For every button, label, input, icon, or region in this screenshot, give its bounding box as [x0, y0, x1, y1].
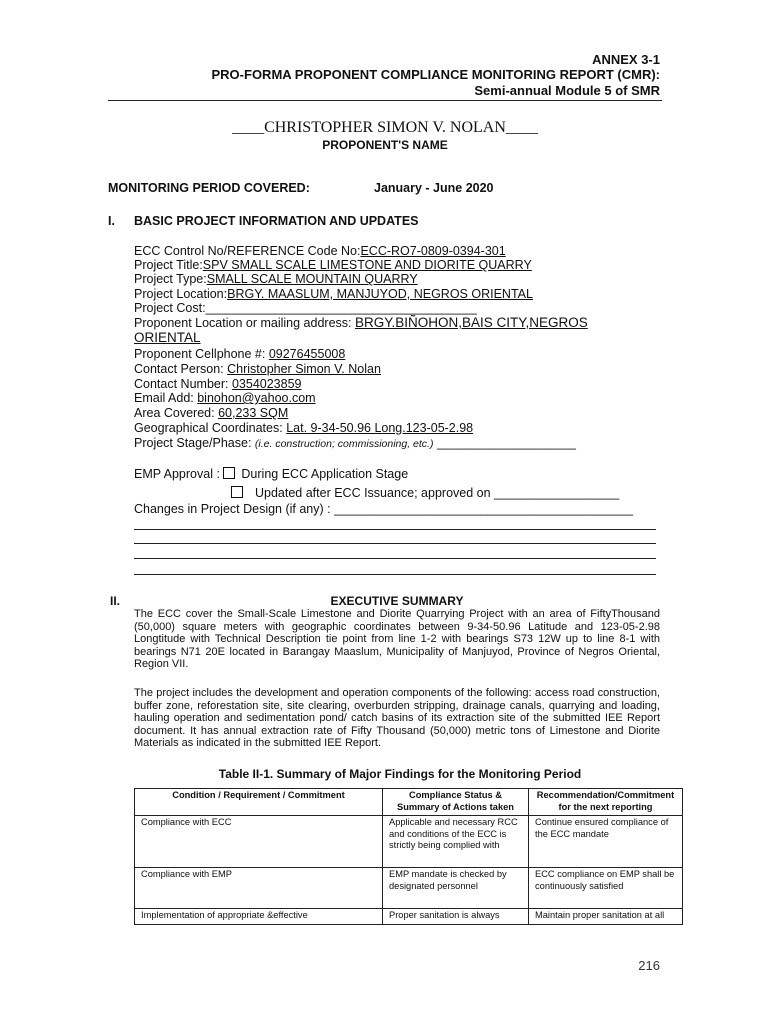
proponent-name-label: PROPONENT'S NAME	[322, 138, 448, 152]
email-value: binohon@yahoo.com	[197, 391, 316, 405]
project-type-row	[134, 272, 418, 287]
section-1-title: BASIC PROJECT INFORMATION AND UPDATES	[134, 214, 419, 228]
table-cell: Proper sanitation is always	[383, 909, 529, 925]
project-title-value: SPV SMALL SCALE LIMESTONE AND DIORITE QUARRY	[202, 258, 532, 272]
table-cell: EMP mandate is checked by designated personnel	[383, 868, 529, 909]
email-label: Email Add:	[134, 391, 198, 405]
area-covered-row	[134, 406, 288, 421]
document-title: PRO-FORMA PROPONENT COMPLIANCE MONITORING REPORT (CMR):	[211, 67, 660, 82]
emp-during-ecc-label: During ECC Application Stage	[241, 467, 409, 481]
area-covered-label: Area Covered:	[134, 406, 219, 420]
project-location-label: Project Location:	[134, 287, 228, 301]
project-stage-label: Project Stage/Phase:	[134, 436, 255, 450]
project-stage-row	[134, 436, 576, 452]
table-header-condition: Condition / Requirement / Commitment	[135, 789, 383, 816]
design-changes-line-3	[134, 558, 656, 559]
ecc-control-row	[134, 244, 506, 259]
executive-summary-paragraph-2: The project includes the development and operation components of the following: access road construction, buffer zone, reforestation site, site clearing, overburden stripping, drainage canals, quarrying and loading, hauling operation and sedimentation pond/ catch basins of its extraction site of the submitted IEE Report document. It has annual extraction rate of Fifty Thousand (50,000) metric tons of Limestone and Diorite Materials as indicated in the submitted IEE Report.	[134, 687, 660, 750]
table-cell: Compliance with EMP	[135, 868, 383, 909]
project-cost-label: Project Cost:	[134, 301, 206, 315]
contact-number-row	[134, 377, 302, 392]
ecc-control-label: ECC Control No/REFERENCE Code No:	[134, 244, 361, 258]
cellphone-value: 09276455008	[268, 347, 346, 361]
table-caption: Table II-1. Summary of Major Findings for the Monitoring Period	[218, 767, 582, 781]
annex-label: ANNEX 3-1	[592, 52, 660, 67]
monitoring-period-label: MONITORING PERIOD COVERED:	[108, 181, 310, 195]
table-cell: Maintain proper sanitation at all	[529, 909, 683, 925]
section-1-number: I.	[108, 214, 115, 228]
coordinates-row	[134, 421, 473, 436]
design-changes-line-4	[134, 574, 656, 575]
project-stage-blank: ____________________	[433, 436, 576, 450]
design-changes-line-2	[134, 543, 656, 544]
project-type-label: Project Type:	[134, 272, 207, 286]
project-title-label: Project Title:	[134, 258, 203, 272]
emp-during-ecc-checkbox[interactable]	[223, 467, 235, 479]
emp-updated-row	[231, 486, 619, 501]
project-stage-hint: (i.e. construction; commissioning, etc.)	[254, 438, 434, 450]
area-covered-value: 60,233 SQM	[218, 406, 289, 420]
project-title-row	[134, 258, 532, 273]
project-location-row	[134, 287, 533, 302]
emp-updated-label: Updated after ECC Issuance; approved on __________________	[255, 486, 620, 500]
emp-approval-row	[134, 467, 408, 482]
design-changes-label: Changes in Project Design (if any) :	[134, 502, 335, 516]
executive-summary-paragraph-1: The ECC cover the Small-Scale Limestone and Diorite Quarrying Project with an area of FiftyThousand (50,000) square meters with geographic coordinates between 9-34-50.96 Latitude and 123-05-2.98 Longtitude with Technical Description tie point from line 1-2 with bearings S73 12W up to line 8-1 with bearings N71 20E located in Barangay Maaslum, Municipality of Manjuyod, Province of Negros Oriental, Region VII.	[134, 608, 660, 671]
coordinates-label: Geographical Coordinates:	[134, 421, 287, 435]
contact-person-label: Contact Person:	[134, 362, 228, 376]
emp-approval-label: EMP Approval :	[134, 467, 224, 481]
project-cost-row	[134, 301, 477, 316]
project-cost-blank: _______________________________________	[205, 301, 477, 315]
proponent-name: ____CHRISTOPHER SIMON V. NOLAN____	[232, 119, 538, 136]
table-cell: Implementation of appropriate &effective	[135, 909, 383, 925]
table-cell: Continue ensured compliance of the ECC mandate	[529, 816, 683, 868]
mailing-address-value: BRGY.BIÑOHON,BAIS CITY,NEGROS	[354, 315, 588, 330]
ecc-control-value: ECC-RO7-0809-0394-301	[360, 244, 506, 258]
design-changes-line-1	[134, 529, 656, 530]
header-rule	[108, 100, 662, 101]
design-changes-row	[134, 502, 633, 517]
table-row	[135, 909, 683, 925]
contact-number-value: 0354023859	[231, 377, 302, 391]
table-row	[135, 868, 683, 909]
design-changes-blank: ___________________________________________	[334, 502, 634, 516]
emp-updated-checkbox[interactable]	[231, 486, 243, 498]
table-header-compliance: Compliance Status & Summary of Actions taken	[383, 789, 529, 816]
findings-table-wrapper	[134, 788, 683, 925]
project-location-value: BRGY. MAASLUM, MANJUYOD, NEGROS ORIENTAL	[227, 287, 533, 301]
cellphone-label: Proponent Cellphone #:	[134, 347, 269, 361]
section-2-title: EXECUTIVE SUMMARY	[330, 594, 464, 608]
contact-number-label: Contact Number:	[134, 377, 232, 391]
mailing-address-label: Proponent Location or mailing address:	[134, 316, 355, 330]
mailing-address-row	[134, 316, 588, 331]
project-type-value: SMALL SCALE MOUNTAIN QUARRY	[206, 272, 418, 286]
email-row	[134, 391, 316, 406]
findings-table	[134, 788, 683, 925]
section-2-number: II.	[110, 594, 121, 608]
table-cell: Compliance with ECC	[135, 816, 383, 868]
page-number: 216	[638, 958, 660, 973]
mailing-address-value-line2: ORIENTAL	[134, 330, 201, 345]
table-header-row	[135, 789, 683, 816]
cellphone-row	[134, 347, 345, 362]
contact-person-row	[134, 362, 381, 377]
table-cell: Applicable and necessary RCC and conditions of the ECC is strictly being complied with	[383, 816, 529, 868]
table-header-recommendation: Recommendation/Commitment for the next reporting	[529, 789, 683, 816]
document-subtitle: Semi-annual Module 5 of SMR	[474, 83, 660, 98]
coordinates-value: Lat. 9-34-50.96 Long.123-05-2.98	[286, 421, 474, 435]
contact-person-value: Christopher Simon V. Nolan	[227, 362, 381, 376]
monitoring-period-value: January - June 2020	[374, 181, 494, 195]
table-cell: ECC compliance on EMP shall be continuously satisfied	[529, 868, 683, 909]
table-row	[135, 816, 683, 868]
